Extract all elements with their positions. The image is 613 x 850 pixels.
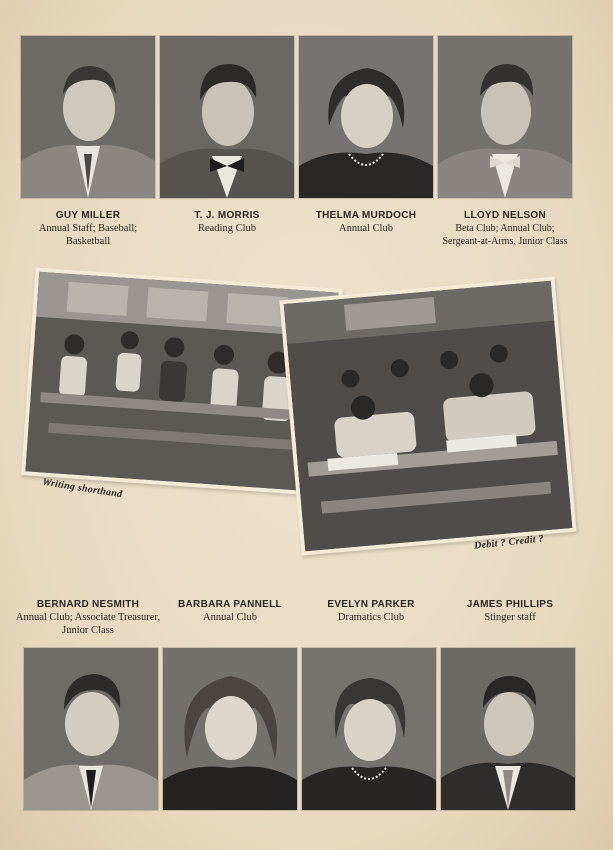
student-name: LLOYD NELSON [464,210,546,221]
student-caption [152,209,302,235]
student-caption [13,209,163,248]
student-caption [291,209,441,235]
portrait-photo [163,648,297,810]
student-name: EVELYN PARKER [327,599,415,610]
student-caption [435,598,585,624]
student-activities: Beta Club; Annual Club; Sergeant-at-Arms, Junior Class [442,223,568,247]
photo-caption: Debit ? Credit ? [473,533,545,552]
student-name: GUY MILLER [55,210,121,221]
student-name: T. J. MORRIS [194,210,260,221]
student-activities: Annual Club; Associate Treasurer, Junior Class [15,612,161,636]
student-activities: Stinger staff [484,612,536,623]
portrait-photo [160,36,294,198]
photo-caption: Writing shorthand [41,476,124,501]
portrait-photo [24,648,158,810]
student-name: BERNARD NESMITH [36,599,140,610]
portrait-photo [441,648,575,810]
student-activities: Annual Club [339,223,393,234]
portrait-photo [302,648,436,810]
student-activities: Annual Club [203,612,257,623]
student-caption [430,209,580,248]
student-caption [13,598,163,637]
portrait-photo [21,36,155,198]
student-caption [296,598,446,624]
student-name: BARBARA PANNELL [178,599,282,610]
student-activities: Reading Club [197,223,257,234]
portrait-photo [299,36,433,198]
student-activities: Dramatics Club [337,612,405,623]
student-caption [155,598,305,624]
student-name: JAMES PHILLIPS [466,599,554,610]
student-activities: Annual Staff; Baseball; Basketball [38,223,138,247]
portrait-photo [438,36,572,198]
candid-photo-bookkeeping [284,281,573,551]
student-name: THELMA MURDOCH [315,210,417,221]
